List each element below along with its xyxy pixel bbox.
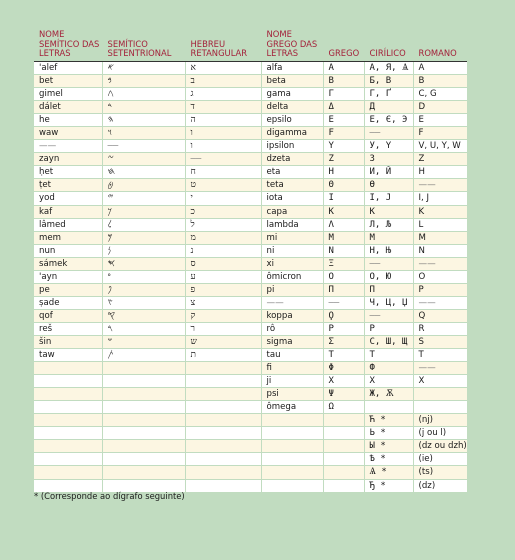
cell-hebrew [185, 375, 261, 388]
cell-greek-name [261, 427, 323, 440]
cell-north-semitic: 𐤁 [102, 75, 185, 88]
cell-greek [323, 440, 364, 453]
table-row [34, 388, 467, 401]
cell-semitic-name [34, 362, 102, 375]
cell-roman: B [413, 75, 467, 88]
cell-greek [323, 479, 364, 492]
cell-greek-name: gama [261, 88, 323, 101]
cell-greek [323, 453, 364, 466]
cell-semitic-name [34, 453, 102, 466]
cell-greek: N [323, 244, 364, 257]
cell-cyrillic: П [364, 283, 413, 296]
cell-cyrillic: Н, Њ [364, 244, 413, 257]
cell-greek-name: alfa [261, 62, 323, 75]
cell-roman: D [413, 101, 467, 114]
cell-semitic-name [34, 466, 102, 479]
table-row [34, 322, 467, 335]
cell-semitic-name: taw [34, 349, 102, 362]
cell-greek-name: pi [261, 283, 323, 296]
table-row [34, 192, 467, 205]
table-row [34, 335, 467, 348]
cell-greek: Γ [323, 88, 364, 101]
cell-cyrillic: С, Ш, Щ [364, 335, 413, 348]
cell-greek: Ϝ [323, 127, 364, 140]
cell-roman: F [413, 127, 467, 140]
cell-greek-name: beta [261, 75, 323, 88]
cell-north-semitic: 𐤐 [102, 283, 185, 296]
cell-north-semitic [102, 401, 185, 414]
cell-cyrillic: Л, Љ [364, 218, 413, 231]
cell-cyrillic: —— [364, 309, 413, 322]
cell-greek-name [261, 453, 323, 466]
table-row [34, 296, 467, 309]
cell-semitic-name: 'ayn [34, 270, 102, 283]
cell-north-semitic: 𐤌 [102, 231, 185, 244]
cell-roman: S [413, 335, 467, 348]
cell-greek: Π [323, 283, 364, 296]
cell-north-semitic [102, 375, 185, 388]
cell-cyrillic: У, Ү [364, 140, 413, 153]
cell-greek-name [261, 466, 323, 479]
table-row [34, 140, 467, 153]
cell-hebrew: מ [185, 231, 261, 244]
cell-roman: M [413, 231, 467, 244]
cell-roman: (dz ou dzh) [413, 440, 467, 453]
cell-north-semitic: 𐤃 [102, 101, 185, 114]
cell-north-semitic: 𐤏 [102, 270, 185, 283]
table-row [34, 375, 467, 388]
cell-north-semitic [102, 453, 185, 466]
cell-greek [323, 427, 364, 440]
cell-roman: (nj) [413, 414, 467, 427]
cell-cyrillic: Ѣ * [364, 453, 413, 466]
cell-hebrew: ד [185, 101, 261, 114]
table-row [34, 257, 467, 270]
cell-north-semitic: 𐤄 [102, 114, 185, 127]
cell-roman: L [413, 218, 467, 231]
table-row [34, 114, 467, 127]
cell-greek [323, 414, 364, 427]
table-row [34, 101, 467, 114]
cell-roman: V, U, Y, W [413, 140, 467, 153]
cell-hebrew [185, 362, 261, 375]
cell-hebrew: ה [185, 114, 261, 127]
table-row [34, 153, 467, 166]
cell-semitic-name: qof [34, 309, 102, 322]
cell-cyrillic: Ч, Ц, Џ [364, 296, 413, 309]
cell-greek-name: rô [261, 322, 323, 335]
cell-semitic-name: gimel [34, 88, 102, 101]
cell-greek: A [323, 62, 364, 75]
cell-north-semitic: 𐤕 [102, 349, 185, 362]
cell-north-semitic: 𐤓 [102, 322, 185, 335]
cell-cyrillic: —— [364, 257, 413, 270]
table-row [34, 244, 467, 257]
cell-hebrew [185, 479, 261, 492]
cell-greek-name: capa [261, 205, 323, 218]
cell-cyrillic: К [364, 205, 413, 218]
cell-roman: T [413, 349, 467, 362]
table-row [34, 231, 467, 244]
cell-cyrillic: І, Ј [364, 192, 413, 205]
table-row [34, 466, 467, 479]
cell-cyrillic: Ж, Ѫ [364, 388, 413, 401]
cell-hebrew [185, 414, 261, 427]
cell-greek: P [323, 322, 364, 335]
table-row [34, 401, 467, 414]
cell-cyrillic: Б, В [364, 75, 413, 88]
table-row [34, 270, 467, 283]
cell-cyrillic: Ы * [364, 440, 413, 453]
cell-hebrew: ג [185, 88, 261, 101]
table-row [34, 218, 467, 231]
cell-greek: X [323, 375, 364, 388]
cell-roman: —— [413, 362, 467, 375]
cell-cyrillic: Ѳ [364, 179, 413, 192]
cell-north-semitic: 𐤆 [102, 153, 185, 166]
cell-greek-name: koppa [261, 309, 323, 322]
cell-greek-name: ômega [261, 401, 323, 414]
cell-greek-name [261, 479, 323, 492]
cell-hebrew: ו [185, 140, 261, 153]
cell-greek-name: xi [261, 257, 323, 270]
cell-roman: Z [413, 153, 467, 166]
header-cyrillic: CIRÍLICO [364, 27, 413, 62]
cell-hebrew [185, 440, 261, 453]
cell-north-semitic: 𐤀 [102, 62, 185, 75]
cell-north-semitic [102, 414, 185, 427]
cell-greek: H [323, 166, 364, 179]
cell-greek-name: ji [261, 375, 323, 388]
cell-hebrew: ר [185, 322, 261, 335]
cell-cyrillic: Е, Є, Э [364, 114, 413, 127]
cell-greek-name: teta [261, 179, 323, 192]
cell-greek: O [323, 270, 364, 283]
header-greek: GREGO [323, 27, 364, 62]
cell-hebrew: ח [185, 166, 261, 179]
cell-roman: I, J [413, 192, 467, 205]
table-row [34, 309, 467, 322]
cell-greek-name: digamma [261, 127, 323, 140]
cell-hebrew: ש [185, 335, 261, 348]
table-row [34, 349, 467, 362]
cell-semitic-name: he [34, 114, 102, 127]
cell-greek-name: iota [261, 192, 323, 205]
cell-greek: Ϙ [323, 309, 364, 322]
cell-greek: B [323, 75, 364, 88]
cell-cyrillic: Г, Ґ [364, 88, 413, 101]
cell-semitic-name [34, 440, 102, 453]
cell-greek: Z [323, 153, 364, 166]
cell-hebrew: א [185, 62, 261, 75]
cell-greek: Ψ [323, 388, 364, 401]
table-row [34, 166, 467, 179]
cell-hebrew: צ [185, 296, 261, 309]
header-north-semitic: SEMÍTICO SETENTRIONAL [102, 27, 185, 62]
cell-roman: (j ou l) [413, 427, 467, 440]
cell-cyrillic: Р [364, 322, 413, 335]
cell-greek: K [323, 205, 364, 218]
cell-roman: —— [413, 179, 467, 192]
cell-hebrew: ל [185, 218, 261, 231]
cell-hebrew [185, 427, 261, 440]
cell-roman: —— [413, 257, 467, 270]
cell-greek-name: sigma [261, 335, 323, 348]
table-row [34, 427, 467, 440]
cell-greek [323, 466, 364, 479]
cell-semitic-name: lâmed [34, 218, 102, 231]
cell-hebrew: ס [185, 257, 261, 270]
cell-roman: X [413, 375, 467, 388]
footnote: * (Corresponde ao dígrafo seguinte) [34, 491, 185, 501]
cell-hebrew: י [185, 192, 261, 205]
cell-north-semitic [102, 388, 185, 401]
table-row [34, 362, 467, 375]
cell-greek: Θ [323, 179, 364, 192]
cell-cyrillic: Ф [364, 362, 413, 375]
table-row [34, 205, 467, 218]
cell-cyrillic: А, Я, Ѧ [364, 62, 413, 75]
table-row [34, 283, 467, 296]
cell-cyrillic: О, Ю [364, 270, 413, 283]
cell-greek-name: —— [261, 296, 323, 309]
cell-greek-name: dzeta [261, 153, 323, 166]
cell-roman: H [413, 166, 467, 179]
cell-north-semitic: 𐤑 [102, 296, 185, 309]
cell-hebrew: —— [185, 153, 261, 166]
cell-north-semitic: 𐤒 [102, 309, 185, 322]
cell-semitic-name: ṣade [34, 296, 102, 309]
cell-greek-name: psi [261, 388, 323, 401]
header-hebrew: HEBREU RETANGULAR [185, 27, 261, 62]
cell-cyrillic: —— [364, 127, 413, 140]
cell-hebrew [185, 388, 261, 401]
cell-north-semitic [102, 362, 185, 375]
table-row [34, 127, 467, 140]
cell-north-semitic [102, 440, 185, 453]
cell-semitic-name: —— [34, 140, 102, 153]
cell-greek: Δ [323, 101, 364, 114]
table-row [34, 414, 467, 427]
cell-greek: Φ [323, 362, 364, 375]
cell-greek: Ω [323, 401, 364, 414]
cell-greek: Λ [323, 218, 364, 231]
cell-hebrew: כ [185, 205, 261, 218]
cell-north-semitic: 𐤔 [102, 335, 185, 348]
header-row [34, 27, 467, 62]
cell-hebrew: ת [185, 349, 261, 362]
cell-semitic-name: yod [34, 192, 102, 205]
cell-greek-name: fi [261, 362, 323, 375]
cell-north-semitic: 𐤉 [102, 192, 185, 205]
cell-roman: C, G [413, 88, 467, 101]
cell-semitic-name: kaf [34, 205, 102, 218]
cell-north-semitic: 𐤍 [102, 244, 185, 257]
cell-semitic-name: ḥet [34, 166, 102, 179]
cell-greek: T [323, 349, 364, 362]
cell-greek-name: mi [261, 231, 323, 244]
cell-hebrew: ו [185, 127, 261, 140]
table-row [34, 88, 467, 101]
cell-semitic-name: 'alef [34, 62, 102, 75]
cell-cyrillic: Ь * [364, 427, 413, 440]
cell-north-semitic: 𐤈 [102, 179, 185, 192]
cell-greek: Ξ [323, 257, 364, 270]
cell-north-semitic: 𐤅 [102, 127, 185, 140]
cell-roman: P [413, 283, 467, 296]
cell-cyrillic: Ћ * [364, 414, 413, 427]
cell-hebrew: נ [185, 244, 261, 257]
cell-north-semitic: 𐤂 [102, 88, 185, 101]
cell-hebrew: ט [185, 179, 261, 192]
cell-cyrillic [364, 401, 413, 414]
table-row [34, 62, 467, 75]
cell-cyrillic: Ђ * [364, 479, 413, 492]
cell-semitic-name [34, 388, 102, 401]
cell-north-semitic [102, 427, 185, 440]
cell-greek-name: ipsilon [261, 140, 323, 153]
cell-hebrew: ב [185, 75, 261, 88]
cell-greek-name: tau [261, 349, 323, 362]
cell-greek: Y [323, 140, 364, 153]
cell-semitic-name: waw [34, 127, 102, 140]
cell-roman: R [413, 322, 467, 335]
cell-roman: Q [413, 309, 467, 322]
cell-roman: K [413, 205, 467, 218]
cell-roman: E [413, 114, 467, 127]
cell-semitic-name: dálet [34, 101, 102, 114]
cell-hebrew: ע [185, 270, 261, 283]
cell-semitic-name [34, 414, 102, 427]
cell-semitic-name: šin [34, 335, 102, 348]
table-row [34, 453, 467, 466]
cell-semitic-name: zayn [34, 153, 102, 166]
cell-greek-name [261, 414, 323, 427]
cell-roman: N [413, 244, 467, 257]
cell-north-semitic: 𐤊 [102, 205, 185, 218]
header-greek-name: NOME GREGO DAS LETRAS [261, 27, 323, 62]
cell-cyrillic: М [364, 231, 413, 244]
cell-hebrew [185, 401, 261, 414]
alphabet-table [34, 27, 467, 493]
cell-greek-name: ômicron [261, 270, 323, 283]
cell-greek: I [323, 192, 364, 205]
cell-cyrillic: Д [364, 101, 413, 114]
cell-cyrillic: И, Й [364, 166, 413, 179]
cell-semitic-name: mem [34, 231, 102, 244]
cell-roman: —— [413, 296, 467, 309]
cell-cyrillic: Ѧ * [364, 466, 413, 479]
cell-roman: (ie) [413, 453, 467, 466]
cell-semitic-name: sámek [34, 257, 102, 270]
table-row [34, 440, 467, 453]
header-semitic-name: NOME SEMÍTICO DAS LETRAS [34, 27, 102, 62]
cell-cyrillic: З [364, 153, 413, 166]
cell-hebrew [185, 453, 261, 466]
cell-greek-name: lambda [261, 218, 323, 231]
header-roman: ROMANO [413, 27, 467, 62]
cell-north-semitic: 𐤎 [102, 257, 185, 270]
cell-semitic-name: bet [34, 75, 102, 88]
cell-roman: A [413, 62, 467, 75]
cell-semitic-name [34, 401, 102, 414]
cell-hebrew [185, 466, 261, 479]
cell-greek-name [261, 440, 323, 453]
cell-greek: —— [323, 296, 364, 309]
cell-semitic-name [34, 375, 102, 388]
cell-north-semitic: 𐤋 [102, 218, 185, 231]
cell-semitic-name: pe [34, 283, 102, 296]
table-row [34, 75, 467, 88]
cell-semitic-name: reš [34, 322, 102, 335]
cell-cyrillic: Х [364, 375, 413, 388]
cell-roman: (dz) [413, 479, 467, 492]
cell-north-semitic: 𐤇 [102, 166, 185, 179]
cell-cyrillic: Т [364, 349, 413, 362]
cell-north-semitic: —— [102, 140, 185, 153]
cell-greek-name: eta [261, 166, 323, 179]
cell-greek-name: delta [261, 101, 323, 114]
cell-semitic-name: nun [34, 244, 102, 257]
cell-greek: Σ [323, 335, 364, 348]
cell-greek-name: ni [261, 244, 323, 257]
cell-roman: O [413, 270, 467, 283]
cell-greek: M [323, 231, 364, 244]
cell-semitic-name: ṭet [34, 179, 102, 192]
cell-roman [413, 388, 467, 401]
cell-hebrew: פ [185, 283, 261, 296]
cell-hebrew: ק [185, 309, 261, 322]
cell-roman: (ts) [413, 466, 467, 479]
cell-greek: E [323, 114, 364, 127]
table-row [34, 179, 467, 192]
cell-greek-name: epsilo [261, 114, 323, 127]
cell-north-semitic [102, 466, 185, 479]
cell-roman [413, 401, 467, 414]
cell-semitic-name [34, 427, 102, 440]
